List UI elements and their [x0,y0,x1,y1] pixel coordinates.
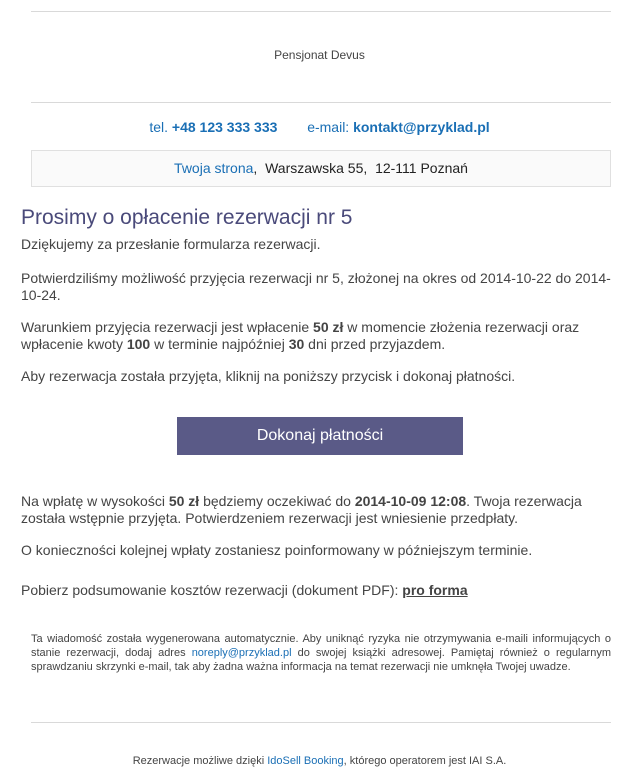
condition-text: Warunkiem przyjęcia rezerwacji jest wpłacenie 50 zł w momencie złożenia rezerwacji oraz wpłacenie kwoty 100 w terminie najpóźniej 30 dni przed przyjazdem. [21,319,580,352]
days-count: 30 [288,336,305,352]
tel-label: tel. [149,119,169,135]
instruction-text: Aby rezerwacja została przyjęta, kliknij na poniższy przycisk i dokonaj płatności. [21,368,516,384]
email-label: e-mail: [307,119,350,135]
site-link[interactable]: Twoja strona [174,160,254,176]
address-city: 12-111 Poznań [375,160,468,176]
amount-remaining: 100 [126,336,151,352]
top-divider [31,11,611,12]
page-title: Prosimy o opłacenie rezerwacji nr 5 [21,206,353,229]
contact-line [0,119,639,135]
amount-deposit: 50 zł [313,319,344,335]
footer-text: Rezerwacje możliwe dzięki IdoSell Booking, którego operatorem jest IAI S.A. [132,755,507,767]
brand-name: Pensjonat Devus [274,48,365,62]
wait-deadline: 2014-10-09 12:08 [354,493,467,509]
pdf-line [21,582,616,599]
auto-notice: Ta wiadomość została wygenerowana automatycznie. Aby uniknąć ryzyka nie otrzymywania e-maili informujących o stanie rezerwacji, dodaj adres noreply@przyklad.pl do swojej książki adresowej. Pamiętaj również o regularnym sprawdzaniu skrzynki e-mail, tak aby żadna ważna informacja na temat rezerwacji nie umknęła Twojej uwadze. [31,633,612,673]
noreply-email-link[interactable]: noreply@przyklad.pl [191,647,292,659]
idosell-link[interactable]: IdoSell Booking [267,755,344,767]
next-payment-text: O konieczności kolejnej wpłaty zostaniesz poinformowany w późniejszym terminie. [21,542,533,558]
address-street: Warszawska 55, [265,160,368,176]
header-divider [31,102,611,103]
footer-divider [31,722,611,723]
email-link[interactable]: kontakt@przyklad.pl [353,119,490,135]
tel-link[interactable]: +48 123 333 333 [171,119,278,135]
wait-amount: 50 zł [168,493,200,509]
confirm-text: Potwierdziliśmy możliwość przyjęcia rezerwacji nr 5, złożonej na okres od 2014-10-22 do 2014-10-24. [21,270,611,303]
wait-text: Na wpłatę w wysokości 50 zł będziemy oczekiwać do 2014-10-09 12:08. Twoja rezerwacja została wstępnie przyjęta. Potwierdzeniem rezerwacji jest wniesienie przedpłaty. [21,493,582,526]
address-box: Twoja strona, Warszawska 55, 12-111 Poznań [31,150,611,187]
thanks-text: Dziękujemy za przesłanie formularza rezerwacji. [21,236,321,252]
pdf-label: Pobierz podsumowanie kosztów rezerwacji (dokument PDF): [21,582,403,598]
pay-button[interactable]: Dokonaj płatności [177,417,463,455]
pdf-link[interactable]: pro forma [402,582,468,598]
